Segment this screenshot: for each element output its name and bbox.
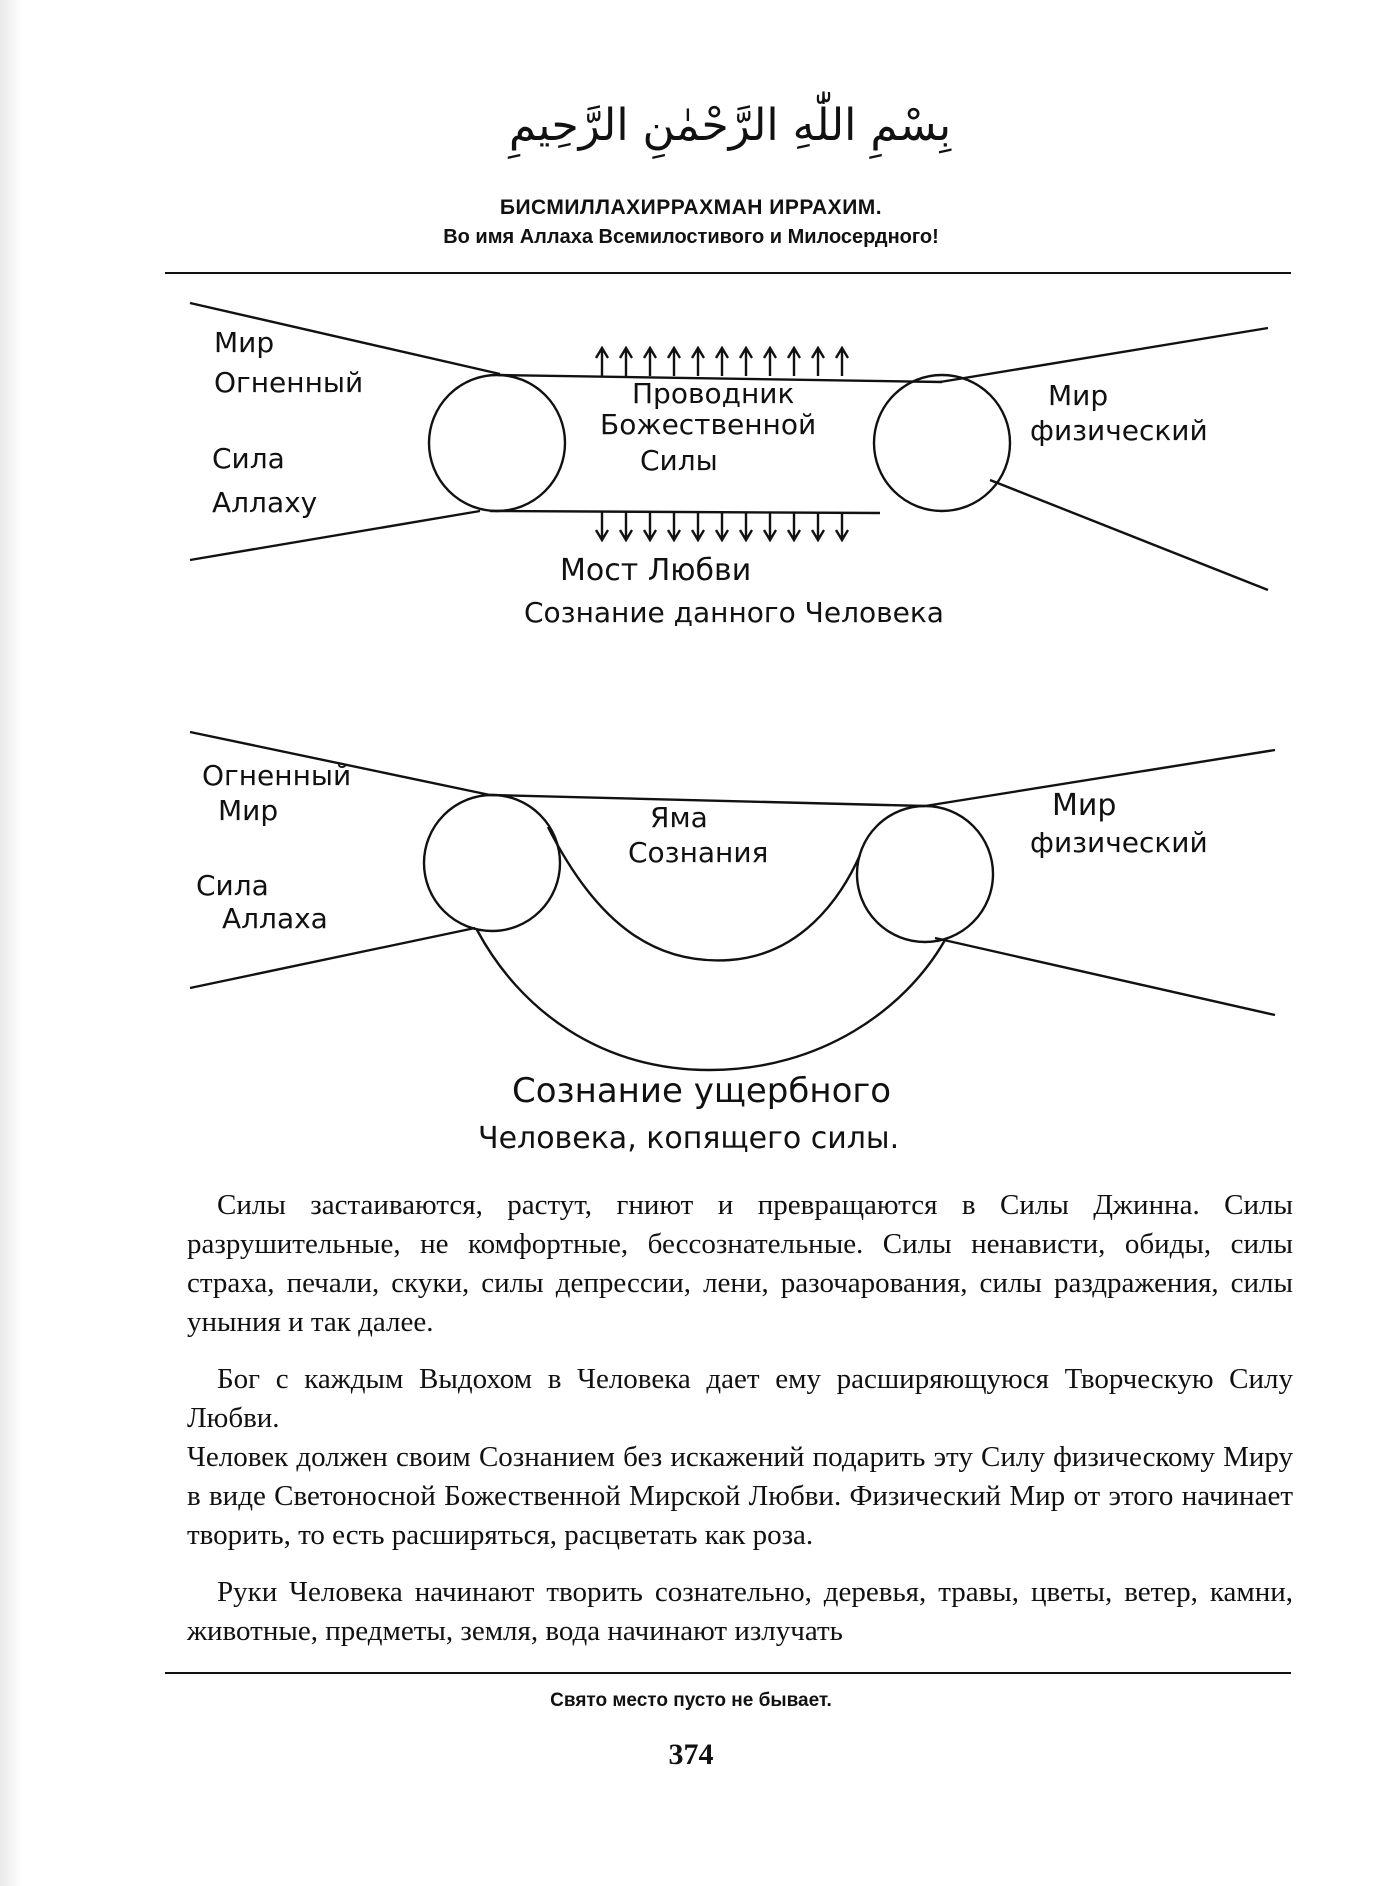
d1-center-label-1: Проводник (632, 377, 795, 410)
d1-bottom-label-1: Мост Любви (560, 553, 752, 588)
d2-right-label-1: Мир (1052, 788, 1117, 823)
diagram-2 (190, 732, 1275, 1070)
d1-tube-bottom (490, 511, 880, 513)
d1-left-label-1: Мир (214, 326, 275, 359)
paragraph-2b: Человек должен своим Сознанием без искажений подарить эту Силу физическому Миру в виде Светоносной Божественной Мирской Любви. Физический Мир от этого начинает творить, то есть расширяться, расцветать как роза. (187, 1441, 1293, 1551)
d1-right-circle (874, 375, 1010, 511)
d2-left-label-3: Сила (196, 869, 269, 902)
d2-left-label-2: Мир (218, 794, 279, 827)
d2-right-lower-line (935, 938, 1275, 1015)
d2-left-label-1: Огненный (202, 759, 352, 792)
d1-left-label-2: Огненный (214, 366, 364, 399)
body-text (187, 1186, 1293, 1669)
d2-lower-arc (477, 930, 945, 1070)
d1-left-label-4: Аллаху (212, 486, 318, 519)
running-footer: Свято место пусто не бывает. (550, 1690, 832, 1711)
d1-right-lower-line (990, 480, 1268, 590)
paragraph-1: Силы застаиваются, растут, гниют и превращаются в Силы Джинна. Силы разрушительные, не комфортные, бессознательные. Силы ненависти, обиды, силы страха, печали, скуки, силы депрессии, лени, разочарования, силы раздражения, силы уныния и так далее. (187, 1189, 1293, 1338)
header-subtitle: Во имя Аллаха Всемилостивого и Милосердного! (443, 226, 939, 248)
d2-left-lower-line (190, 928, 475, 988)
d2-center-label-2: Сознания (628, 836, 769, 869)
header-title: БИСМИЛЛАХИРРАХМАН ИРРАХИМ. (499, 196, 883, 219)
page-number: 374 (668, 1738, 714, 1771)
d1-left-circle (429, 375, 565, 511)
d2-center-label-1: Яма (650, 801, 708, 834)
d2-left-circle (424, 795, 560, 931)
bismillah-arabic-text: بِسْمِ اللّٰهِ الرَّحْمٰنِ الرَّحِيمِ (508, 100, 952, 151)
d1-center-label-3: Силы (640, 444, 718, 477)
d1-bottom-label-2: Сознание данного Человека (524, 596, 944, 629)
d1-right-label-1: Мир (1048, 379, 1109, 412)
d1-center-label-2: Божественной (600, 408, 817, 441)
d2-right-circle (857, 806, 993, 942)
d2-left-label-4: Аллаха (222, 902, 328, 935)
d1-right-label-2: физический (1030, 414, 1208, 447)
d2-bottom-label-2: Человека, копящего силы. (478, 1121, 900, 1156)
d1-up-arrows (596, 348, 848, 376)
paragraph-2a: Бог с каждым Выдохом в Человека дает ему расширяющуюся Творческую Силу Любви. (187, 1363, 1293, 1434)
d2-right-label-2: физический (1030, 826, 1208, 859)
paragraph-3: Руки Человека начинают творить сознательно, деревья, травы, цветы, ветер, камни, животные, предметы, земля, вода начинают излучать (187, 1576, 1293, 1647)
footer-rule (165, 1672, 1291, 1674)
d1-left-label-3: Сила (212, 442, 285, 475)
diagram-1-labels (212, 326, 1208, 629)
d1-right-upper-line (940, 328, 1268, 382)
diagram-2-labels (196, 759, 1208, 1156)
d2-bottom-label-1: Сознание ущербного (512, 1071, 892, 1111)
d1-down-arrows (596, 512, 848, 540)
